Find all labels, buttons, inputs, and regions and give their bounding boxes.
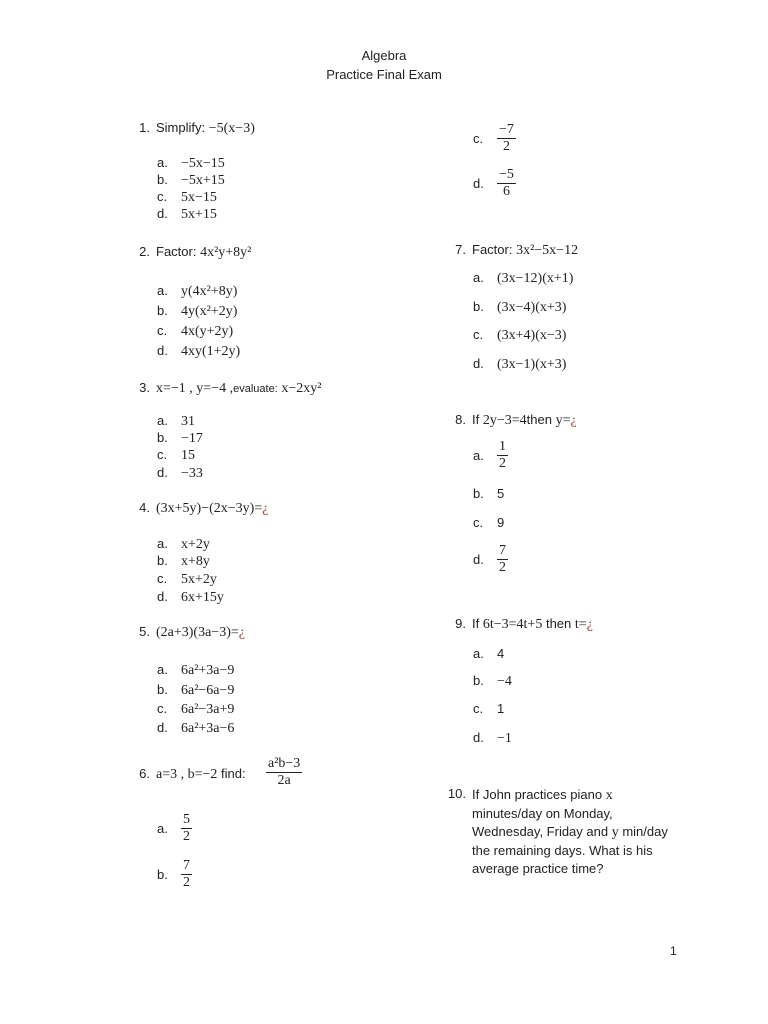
option-d[interactable]: d. $\frac{7}{2}$ <box>473 543 506 575</box>
option-d[interactable]: d. 6x+15y <box>157 589 224 605</box>
question-expression: 3x²−5x−12 <box>516 243 579 258</box>
option-c[interactable]: c. $\frac{-7}{2}$ <box>473 122 514 154</box>
exam-subtitle: Practice Final Exam <box>326 67 442 82</box>
find-label: find: <box>221 766 246 781</box>
exam-subject-title: Algebra <box>361 48 407 63</box>
option-c[interactable]: c. 4x(y+2y) <box>157 323 234 339</box>
option-b[interactable]: b. −5x+15 <box>157 172 225 188</box>
then-label: then <box>526 412 552 427</box>
question-label: Simplify: <box>156 120 206 135</box>
option-a[interactable]: a. $\frac{5}{2}$ <box>157 812 190 844</box>
question-expression-2: x−2xy² <box>281 381 322 396</box>
question-number: 9. <box>455 616 466 631</box>
question-label: Factor: <box>472 242 513 257</box>
question-label: If <box>472 412 480 427</box>
question-expression: (2a+3)(3a−3)= <box>156 625 239 640</box>
option-c[interactable]: c. 5x+2y <box>157 571 217 587</box>
option-a[interactable]: a. 4 <box>473 646 505 661</box>
option-b[interactable]: b. −17 <box>157 430 203 446</box>
option-b[interactable]: b. 4y(x²+2y) <box>157 303 238 319</box>
question-expression: a=3 , b=−2 <box>156 767 218 782</box>
option-d[interactable]: d. $\frac{-5}{6}$ <box>473 167 514 199</box>
question-expression: 2y−3=4 <box>482 413 527 428</box>
option-b[interactable]: b. 6a²−6a−9 <box>157 682 235 698</box>
option-a[interactable]: a. −5x−15 <box>157 155 225 171</box>
option-b[interactable]: b. 5 <box>473 486 505 501</box>
option-d[interactable]: d. 4xy(1+2y) <box>157 343 241 359</box>
question-expression-2: t= <box>574 617 587 632</box>
option-d[interactable]: d. (3x−1)(x+3) <box>473 356 567 372</box>
option-a[interactable]: a. 31 <box>157 413 195 429</box>
question-text: If John practices piano x minutes/day on Monday, Wednesday, Friday and y min/day the remaining days. What is his average practice time? <box>472 787 668 876</box>
question-number: 6. <box>139 766 150 781</box>
page-number: 1 <box>670 944 677 958</box>
question-expression: 6t−3=4t+5 <box>482 617 543 632</box>
question-number: 1. <box>139 120 150 135</box>
question-expression: 4x²y+8y² <box>200 245 252 260</box>
option-d[interactable]: d. 5x+15 <box>157 206 217 222</box>
question-number: 2. <box>139 244 150 259</box>
option-d[interactable]: d. 6a²+3a−6 <box>157 720 235 736</box>
question-number: 7. <box>455 242 466 257</box>
question-label: Factor: <box>156 244 197 259</box>
unknown-mark: ¿ <box>586 617 593 632</box>
option-a[interactable]: a. $\frac{1}{2}$ <box>473 439 506 471</box>
unknown-mark: ¿ <box>570 413 577 428</box>
option-d[interactable]: d. −33 <box>157 465 203 481</box>
variable-y: y <box>611 825 619 840</box>
option-d[interactable]: d. −1 <box>473 730 512 746</box>
unknown-mark: ¿ <box>238 625 245 640</box>
option-b[interactable]: b. −4 <box>473 673 512 689</box>
question-number: 3. <box>139 380 150 395</box>
question-expression: −5(x−3) <box>208 121 255 136</box>
then-label: then <box>545 616 572 631</box>
option-a[interactable]: a. x+2y <box>157 536 210 552</box>
question-expression: (3x+5y)−(2x−3y)= <box>156 501 263 516</box>
option-a[interactable]: a. y(4x²+8y) <box>157 283 238 299</box>
question-number: 5. <box>139 624 150 639</box>
question-fraction: $\frac{\text{a²b−3}}{2a}$ <box>268 756 301 788</box>
option-b[interactable]: b. $\frac{7}{2}$ <box>157 858 190 890</box>
evaluate-label: evaluate: <box>233 383 278 395</box>
option-c[interactable]: c. 1 <box>473 701 505 716</box>
option-c[interactable]: c. (3x+4)(x−3) <box>473 327 567 343</box>
question-expression-2: y= <box>555 413 571 428</box>
option-b[interactable]: b. x+8y <box>157 553 210 569</box>
option-c[interactable]: c. 5x−15 <box>157 189 217 205</box>
question-number: 10. <box>447 786 466 801</box>
question-expression: x=−1 , y=−4 , <box>156 381 234 396</box>
question-number: 4. <box>139 500 150 515</box>
option-a[interactable]: a. 6a²+3a−9 <box>157 662 235 678</box>
question-number: 8. <box>455 412 466 427</box>
option-c[interactable]: c. 6a²−3a+9 <box>157 701 235 717</box>
option-a[interactable]: a. (3x−12)(x+1) <box>473 270 574 286</box>
option-c[interactable]: c. 15 <box>157 447 195 463</box>
question-label: If <box>472 616 480 631</box>
variable-x: x <box>605 788 613 803</box>
unknown-mark: ¿ <box>262 501 269 516</box>
option-c[interactable]: c. 9 <box>473 515 505 530</box>
option-b[interactable]: b. (3x−4)(x+3) <box>473 299 567 315</box>
